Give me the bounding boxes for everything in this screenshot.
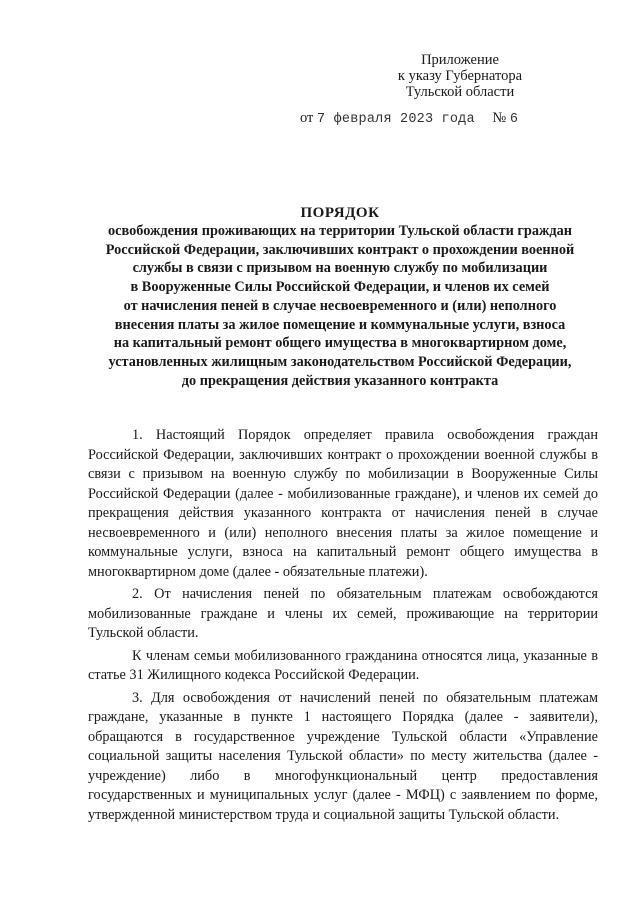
subtitle-line: освобождения проживающих на территории Тульской области граждан: [107, 223, 573, 239]
annex-line-1: Приложение: [421, 52, 499, 68]
document-title: ПОРЯДОК: [300, 205, 380, 221]
paragraph-1: 1. Настоящий Порядок определяет правила освобождения граждан Российской Федерации, заключивших контракт о прохождении военной службы в связи с призывом на военную службу по мобилизации в Вооруженные Силы Российской Федерации (далее - мобилизованные граждане), и членов их семей до прекращения действия указанного контракта от начисления пеней в случае несвоевременного и (или) неполного внесения платы за жилое помещение и коммунальные услуги, взноса на капитальный ремонт общего имущества в многоквартирном доме (далее - обязательные платежи).: [88, 427, 598, 580]
annex-line-3: Тульской области: [405, 84, 515, 100]
subtitle-line: Российской Федерации, заключивших контракт о прохождении военной: [105, 241, 575, 258]
subtitle-line: от начисления пеней в случае несвоевременного и (или) неполного: [123, 297, 557, 314]
subtitle-line: внесения платы за жилое помещение и коммунальные услуги, взноса: [114, 316, 566, 333]
document-subtitle: [70, 222, 610, 390]
paragraph-3: 3. Для освобождения от начислений пеней по обязательным платежам граждане, указанные в пункте 1 настоящего Порядка (далее - заявители), обращаются в государственное учреждение Тульской области «Управление социальной защиты населения Тульской области» по месту жительства (далее - учреждение) либо в многофункциональный центр предоставления государственных и муниципальных услуг (далее - МФЦ) с заявлением по форме, утвержденной министерством труда и социальной защиты Тульской области.: [88, 689, 598, 823]
document-body: [88, 426, 598, 828]
subtitle-line: установленных жилищным законодательством Российской Федерации,: [108, 353, 572, 370]
annex-line-2: к указу Губернатора: [397, 68, 523, 84]
subtitle-line: в Вооруженные Силы Российской Федерации, и членов их семей: [130, 279, 550, 296]
date-prefix: от: [300, 110, 314, 126]
annex-header: [360, 52, 560, 100]
decree-date: 7 февраля 2023 года: [317, 112, 475, 127]
decree-date-line: [300, 110, 518, 127]
subtitle-line: на капитальный ремонт общего имущества в многоквартирном доме,: [113, 335, 567, 352]
paragraph-2-continued: К членам семьи мобилизованного гражданина относятся лица, указанные в статье 31 Жилищного кодекса Российской Федерации.: [88, 647, 598, 683]
subtitle-line: службы в связи с призывом на военную службу по мобилизации: [132, 260, 548, 277]
paragraph-2: 2. От начисления пеней по обязательным платежам освобождаются мобилизованные граждане и члены их семей, проживающие на территории Тульской области.: [88, 586, 598, 641]
subtitle-line: до прекращения действия указанного контракта: [181, 372, 499, 389]
number-label: №: [492, 110, 507, 126]
decree-number: 6: [509, 112, 519, 127]
